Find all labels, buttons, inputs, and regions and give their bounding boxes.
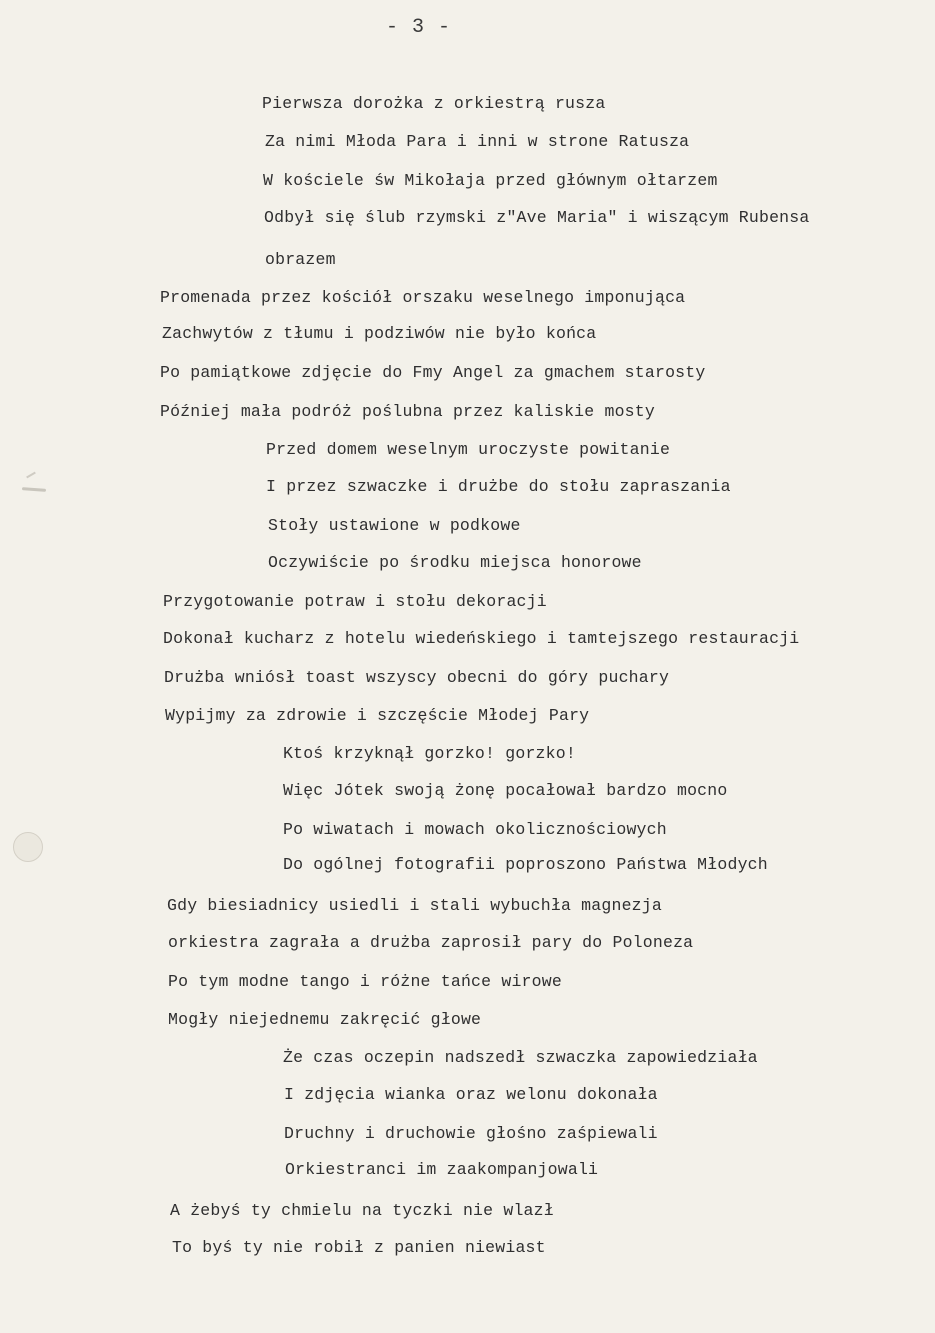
text-line: Do ogólnej fotografii poproszono Państwa Młodych [283,855,768,874]
text-line: Druchny i druchowie głośno zaśpiewali [284,1124,658,1143]
text-line: A żebyś ty chmielu na tyczki nie wlazł [170,1201,554,1220]
text-line: Gdy biesiadnicy usiedli i stali wybuchła magnezja [167,896,662,915]
text-line: Przygotowanie potraw i stołu dekoracji [163,592,547,611]
text-line: To byś ty nie robił z panien niewiast [172,1238,546,1257]
text-line: Po wiwatach i mowach okolicznościowych [283,820,667,839]
text-line: Ktoś krzyknął gorzko! gorzko! [283,744,576,763]
text-line: Mogły niejednemu zakręcić głowe [168,1010,482,1029]
text-line: obrazem [265,250,336,269]
text-line: orkiestra zagrała a drużba zaprosił pary do Poloneza [168,933,694,952]
margin-mark [22,487,46,492]
text-line: W kościele św Mikołaja przed głównym ołtarzem [263,171,718,190]
text-line: Po pamiątkowe zdjęcie do Fmy Angel za gmachem starosty [160,363,706,382]
text-line: Drużba wniósł toast wszyscy obecni do góry puchary [164,668,670,687]
text-line: Dokonał kucharz z hotelu wiedeńskiego i tamtejszego restauracji [163,629,800,648]
text-line: I przez szwaczke i drużbe do stołu zapraszania [266,477,731,496]
text-line: I zdjęcia wianka oraz welonu dokonała [284,1085,658,1104]
text-line: Oczywiście po środku miejsca honorowe [268,553,642,572]
text-line: Po tym modne tango i różne tańce wirowe [168,972,562,991]
text-line: Więc Jótek swoją żonę pocałował bardzo mocno [283,781,728,800]
page-number: - 3 - [386,16,452,39]
text-line: Za nimi Młoda Para i inni w strone Ratusza [265,132,690,151]
text-line: Że czas oczepin nadszedł szwaczka zapowiedziała [283,1048,758,1067]
text-line: Później mała podróż poślubna przez kaliskie mosty [160,402,655,421]
margin-mark [26,472,36,479]
text-line: Stoły ustawione w podkowe [268,516,521,535]
text-line: Zachwytów z tłumu i podziwów nie było końca [162,324,597,343]
text-line: Pierwsza dorożka z orkiestrą rusza [262,94,606,113]
text-line: Przed domem weselnym uroczyste powitanie [266,440,671,459]
text-line: Promenada przez kościół orszaku weselnego imponująca [160,288,686,307]
text-line: Wypijmy za zdrowie i szczęście Młodej Pary [165,706,590,725]
text-line: Orkiestranci im zaakompanjowali [285,1160,599,1179]
text-line: Odbył się ślub rzymski z"Ave Maria" i wiszącym Rubensa [264,208,810,227]
punch-hole [13,832,43,862]
